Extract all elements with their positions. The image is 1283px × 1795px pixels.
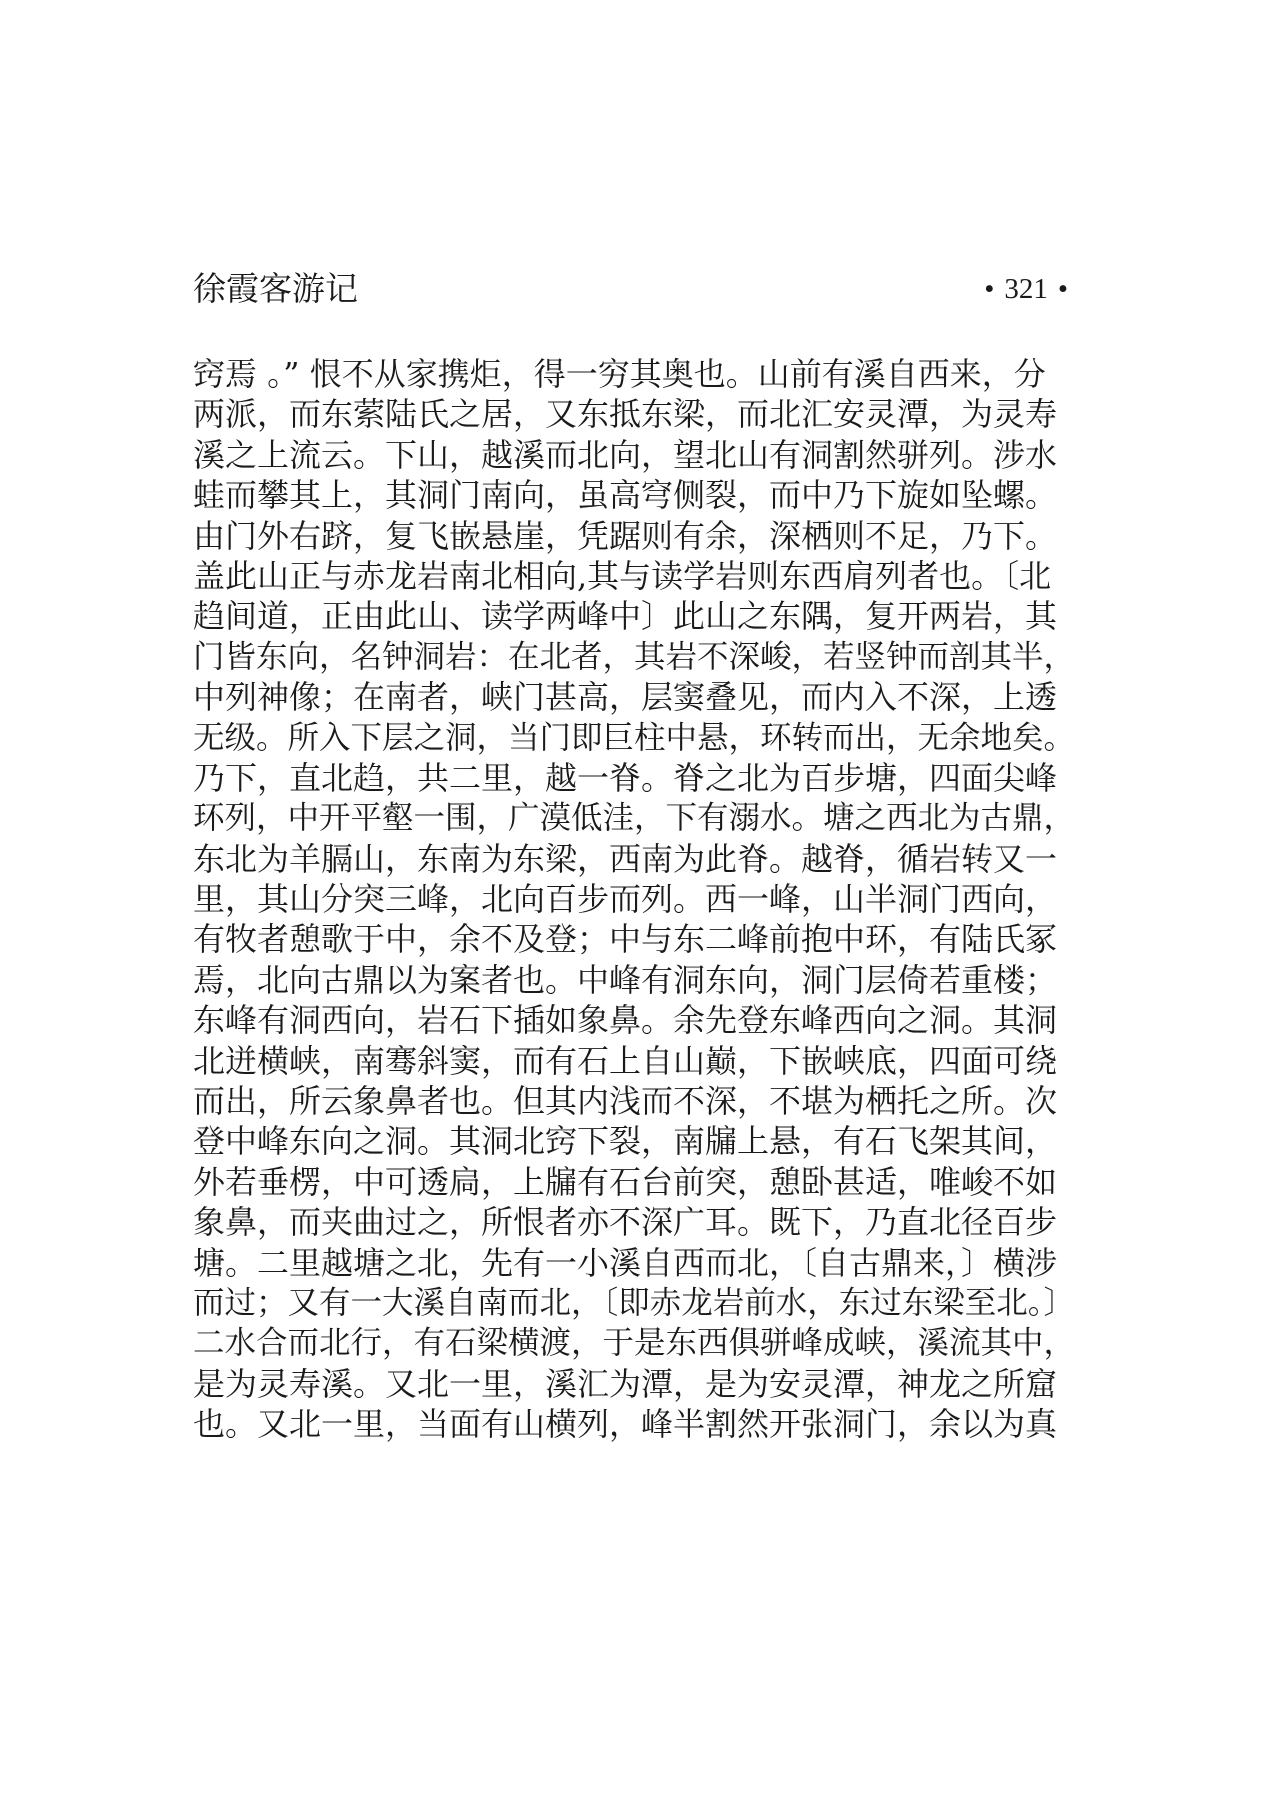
text-line: 盖此山正与赤龙岩南北相向,其与读学岩则东西肩列者也。〔北 <box>193 556 1052 595</box>
text-line: 有牧者憩歌于中，余不及登；中与东二峰前抱中环，有陆氏冢 <box>193 920 1058 959</box>
text-line: 塘。二里越塘之北，先有一小溪自西而北，〔自古鼎来，〕横涉 <box>193 1243 1058 1282</box>
text-line: 而过；又有一大溪自南而北，〔即赤龙岩前水，东过东梁至北。〕 <box>193 1284 1076 1321</box>
text-line: 里，其山分突三峰，北向百步而列。西一峰，山半洞门西向， <box>193 880 1058 919</box>
text-line: 焉，北向古鼎以为案者也。中峰有洞东向，洞门层倚若重楼； <box>193 960 1058 999</box>
page-number-dot-right: • <box>1057 273 1068 305</box>
text-line: 窍焉 。” 恨不从家携炬，得一穷其奥也。山前有溪自西来，分 <box>193 355 1046 393</box>
text-line: 东峰有洞西向，岩石下插如象鼻。余先登东峰西向之洞。其洞 <box>193 1001 1058 1040</box>
text-line: 由门外右跻，复飞嵌悬崖，凭踞则有余，深栖则不足，乃下。 <box>193 516 1058 555</box>
text-line: 二水合而北行，有石梁横渡，于是东西俱骈峰成峡，溪流其中， <box>193 1325 1076 1362</box>
text-line: 中列神像；在南者，峡门甚高，层窦叠见，而内入不深，上透 <box>193 678 1058 717</box>
text-line: 外若垂楞，中可透扃，上牖有石台前突，憩卧甚适，唯峻不如 <box>193 1162 1058 1201</box>
text-line: 门皆东向，名钟洞岩：在北者，其岩不深峻，若竖钟而剖其半， <box>193 638 1076 675</box>
book-title: 徐霞客游记 <box>193 269 358 308</box>
text-line: 乃下，直北趋，共二里，越一脊。脊之北为百步塘，四面尖峰 <box>193 758 1058 797</box>
page-number-value: 321 <box>1004 273 1048 305</box>
text-line: 是为灵寿溪。又北一里，溪汇为潭，是为安灵潭，神龙之所窟 <box>193 1364 1058 1403</box>
page-number <box>974 264 1078 314</box>
page-header <box>193 264 1078 314</box>
text-line: 北迸横峡，南骞斜窦，而有石上自山巅，下嵌峡底，四面可绕 <box>193 1041 1058 1080</box>
text-line: 无级。所入下层之洞，当门即巨柱中悬，环转而出，无余地矣。 <box>193 719 1076 756</box>
text-line: 东北为羊膈山，东南为东梁，西南为此脊。越脊，循岩转又一 <box>193 839 1058 878</box>
page-number-dot-left: • <box>984 273 995 305</box>
body-text <box>193 354 1083 1445</box>
text-line: 象鼻，而夹曲过之，所恨者亦不深广耳。既下，乃直北径百步 <box>193 1203 1058 1242</box>
text-line: 而出，所云象鼻者也。但其内浅而不深，不堪为栖托之所。次 <box>193 1082 1058 1121</box>
text-line: 环列，中开平壑一围，广漠低洼，下有溺水。塘之西北为古鼎， <box>193 800 1076 837</box>
text-line: 蛙而攀其上，其洞门南向，虽高穹侧裂，而中乃下旋如坠螺。 <box>193 476 1058 515</box>
text-line: 趋间道，正由此山、读学两峰中〕此山之东隅，复开两岩，其 <box>193 597 1058 636</box>
text-line: 溪之上流云。下山，越溪而北向，望北山有洞割然骈列。涉水 <box>193 435 1058 474</box>
text-line: 两派，而东萦陆氏之居，又东抵东梁，而北汇安灵潭，为灵寿 <box>193 395 1058 434</box>
text-line: 登中峰东向之洞。其洞北窍下裂，南牖上悬，有石飞架其间， <box>193 1122 1058 1161</box>
text-line: 也。又北一里，当面有山横列，峰半割然开张洞门，余以为真 <box>193 1405 1058 1444</box>
